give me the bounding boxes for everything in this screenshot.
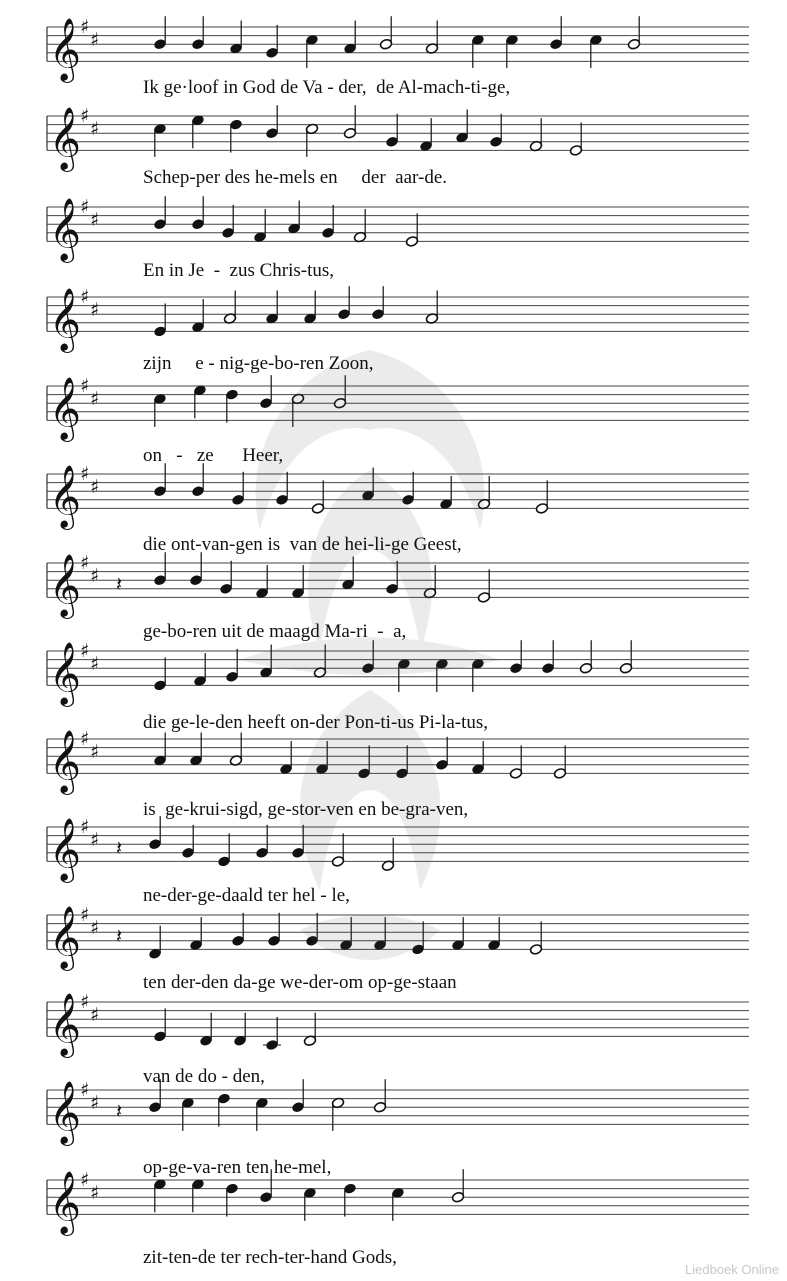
sharp-icon: ♯ (80, 552, 90, 574)
lyric-line-3: En in Je - zus Chris-tus, (143, 260, 335, 281)
sharp-icon: ♯ (90, 916, 100, 939)
sharp-icon: ♯ (80, 1079, 90, 1101)
treble-clef-icon: 𝄞 (49, 641, 81, 705)
treble-clef-icon: 𝄞 (49, 817, 81, 881)
sharp-icon: ♯ (90, 28, 100, 51)
sharp-icon: ♯ (80, 640, 90, 662)
sharp-icon: ♯ (90, 652, 100, 675)
lyric-line-5: on - ze Heer, (143, 445, 284, 466)
lyric-line-6: die ont-van-gen is van de hei-li-ge Geest, (143, 534, 462, 555)
sharp-icon: ♯ (80, 991, 90, 1013)
sharp-icon: ♯ (90, 475, 100, 498)
treble-clef-icon: 𝄞 (49, 729, 81, 793)
sharp-icon: ♯ (90, 387, 100, 410)
quarter-rest-icon: 𝄽 (116, 923, 123, 948)
lyric-line-7: ge-bo-ren uit de maagd Ma-ri - a, (143, 621, 407, 642)
treble-clef-icon: 𝄞 (49, 106, 81, 170)
lyric-line-1: Ik ge·loof in God de Va - der, de Al-mach-ti-ge, (143, 77, 511, 98)
quarter-rest-icon: 𝄽 (116, 1098, 123, 1123)
sharp-icon: ♯ (80, 196, 90, 218)
sharp-icon: ♯ (90, 117, 100, 140)
treble-clef-icon: 𝄞 (49, 376, 81, 440)
treble-clef-icon: 𝄞 (49, 287, 81, 351)
sharp-icon: ♯ (90, 298, 100, 321)
lyric-line-11: ten der-den da-ge we-der-om op-ge-staan (143, 972, 457, 993)
watermark-logo (120, 330, 620, 1030)
sharp-icon: ♯ (80, 105, 90, 127)
treble-clef-icon: 𝄞 (49, 1170, 81, 1234)
lyric-line-8: die ge-le-den heeft on-der Pon-ti-us Pi-la-tus, (143, 712, 489, 733)
treble-clef-icon: 𝄞 (49, 464, 81, 528)
sharp-icon: ♯ (90, 564, 100, 587)
lyric-line-9: is ge-krui-sigd, ge-stor-ven en be-gra-ven, (143, 799, 469, 820)
sharp-icon: ♯ (80, 728, 90, 750)
sharp-icon: ♯ (80, 816, 90, 838)
treble-clef-icon: 𝄞 (49, 905, 81, 969)
footer-watermark: Liedboek Online (685, 1262, 779, 1277)
lyric-line-10: ne-der-ge-daald ter hel - le, (143, 885, 350, 906)
sharp-icon: ♯ (80, 375, 90, 397)
quarter-rest-icon: 𝄽 (116, 835, 123, 860)
lyric-line-13: op-ge-va-ren ten he-mel, (143, 1157, 332, 1178)
sharp-icon: ♯ (90, 208, 100, 231)
lyric-line-14: zit-ten-de ter rech-ter-hand Gods, (143, 1247, 397, 1268)
sharp-icon: ♯ (80, 463, 90, 485)
treble-clef-icon: 𝄞 (49, 1080, 81, 1144)
treble-clef-icon: 𝄞 (49, 17, 81, 81)
sharp-icon: ♯ (80, 286, 90, 308)
lyric-line-12: van de do - den, (143, 1066, 265, 1087)
lyric-line-4: zijn e - nig-ge-bo-ren Zoon, (143, 353, 374, 374)
sharp-icon: ♯ (80, 16, 90, 38)
sharp-icon: ♯ (90, 828, 100, 851)
sharp-icon: ♯ (80, 1169, 90, 1191)
quarter-rest-icon: 𝄽 (116, 571, 123, 596)
sharp-icon: ♯ (90, 1091, 100, 1114)
treble-clef-icon: 𝄞 (49, 992, 81, 1056)
treble-clef-icon: 𝄞 (49, 197, 81, 261)
sharp-icon: ♯ (80, 904, 90, 926)
lyric-line-2: Schep-per des he-mels en der aar-de. (143, 167, 448, 188)
sharp-icon: ♯ (90, 1181, 100, 1204)
sharp-icon: ♯ (90, 740, 100, 763)
sharp-icon: ♯ (90, 1003, 100, 1026)
treble-clef-icon: 𝄞 (49, 553, 81, 617)
